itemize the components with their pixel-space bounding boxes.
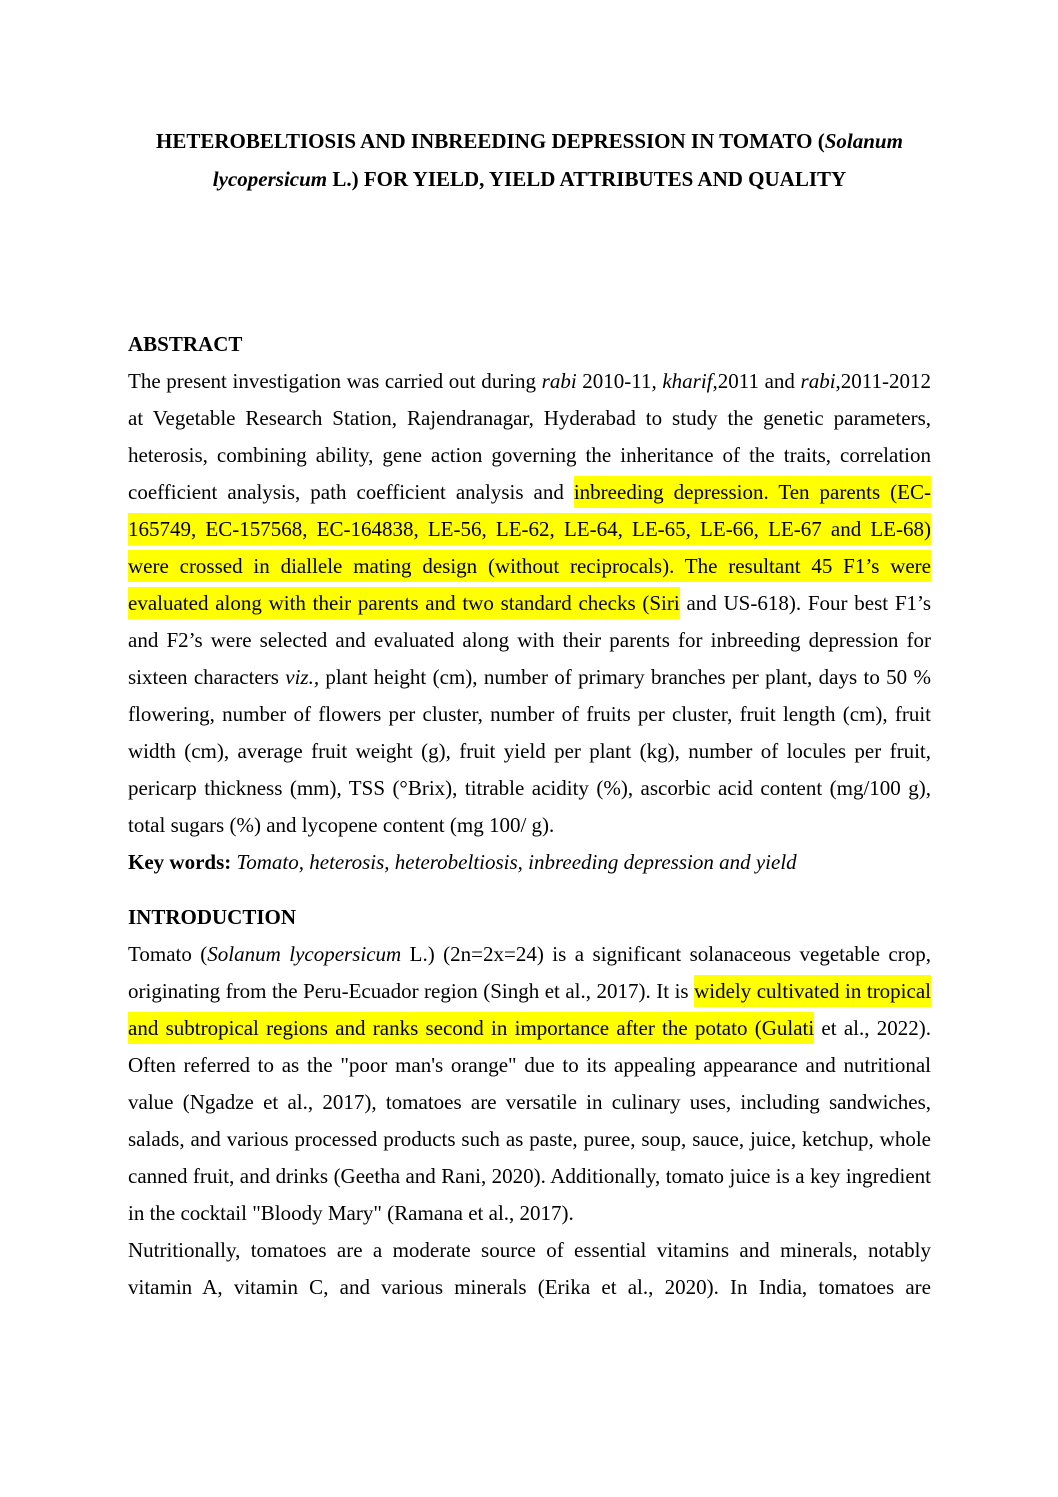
text-segment: Nutritionally, tomatoes are a moderate source of essential vitamins and minerals, notably vitamin A, vitamin C, and various minerals (Erika et al., 2020). In India, tomatoes are [128, 1238, 931, 1299]
text-segment: HETEROBELTIOSIS AND INBREEDING DEPRESSION IN TOMATO ( [156, 129, 825, 153]
highlighted-text: widely cultivated in tropical and subtropical regions and ranks second in importance after the potato (Gulati [128, 975, 931, 1044]
text-segment: Solanum lycopersicum [207, 942, 402, 966]
text-segment: L.) FOR YIELD, YIELD ATTRIBUTES AND QUALITY [327, 167, 847, 191]
abstract-paragraph [128, 363, 931, 844]
text-segment: Tomato ( [128, 942, 208, 966]
text-segment: The present investigation was carried out during [128, 369, 542, 393]
text-segment: Key words: [128, 850, 237, 874]
text-segment: ,2011-2012 at Vegetable Research Station, Rajendranagar, Hyderabad to study the genetic parameters, heterosis, combining ability, gene action governing the inheritance of the traits, correlation coefficient analysis, path coefficient analysis and [128, 369, 932, 504]
text-segment: plant height (cm), number of primary branches per plant, days to 50 % flowering, number of flowers per cluster, number of fruits per cluster, fruit length (cm), fruit width (cm), average fruit weight (g), fruit yield per plant (kg), number of locules per fruit, pericarp thickness (mm), TSS (°Brix), titrable acidity (%), ascorbic acid content (mg/100 g), total sugars (%) and lycopene content (mg 100/ g). [128, 665, 931, 837]
text-segment: Tomato, heterosis, heterobeltiosis, inbreeding depression and yield [236, 850, 797, 874]
keywords-line [128, 844, 931, 881]
text-segment: et al., 2022). Often referred to as the "poor man's orange" due to its appealing appearance and nutritional value (Ngadze et al., 2017), tomatoes are versatile in culinary uses, including sandwiches, salads, and various processed products such as paste, puree, soup, sauce, juice, ketchup, whole canned fruit, and drinks (Geetha and Rani, 2020). Additionally, tomato juice is a key ingredient in the cocktail "Bloody Mary" (Ramana et al., 2017). [128, 1016, 931, 1225]
text-segment: rabi [541, 369, 577, 393]
text-segment: and US-618). Four best F1’s and F2’s were selected and evaluated along with their parents for inbreeding depression for sixteen characters [128, 591, 932, 689]
text-segment: rabi [800, 369, 836, 393]
introduction-heading: INTRODUCTION [128, 905, 297, 929]
text-segment: kharif [662, 369, 713, 393]
highlighted-text: inbreeding depression. Ten parents (EC-165749, EC-157568, EC-164838, LE-56, LE-62, LE-64, LE-65, LE-66, LE-67 and LE-68) were crossed in diallele mating design (without reciprocals). The resultant 45 F1’s were evaluated along with their parents and two standard checks (Siri [128, 476, 931, 619]
abstract-heading: ABSTRACT [128, 332, 243, 356]
text-segment: ,2011 and [712, 369, 801, 393]
introduction-paragraph-2 [128, 1232, 931, 1306]
text-segment: 2010-11, [576, 369, 663, 393]
introduction-paragraph-1 [128, 936, 931, 1232]
text-segment: L.) (2n=2x=24) is a significant solanaceous vegetable crop, originating from the Peru-Ecuador region (Singh et al., 2017). It is [128, 942, 931, 1003]
text-segment: Solanum lycopersicum [212, 129, 903, 191]
paper-title [128, 122, 931, 198]
text-segment: viz., [285, 665, 320, 689]
